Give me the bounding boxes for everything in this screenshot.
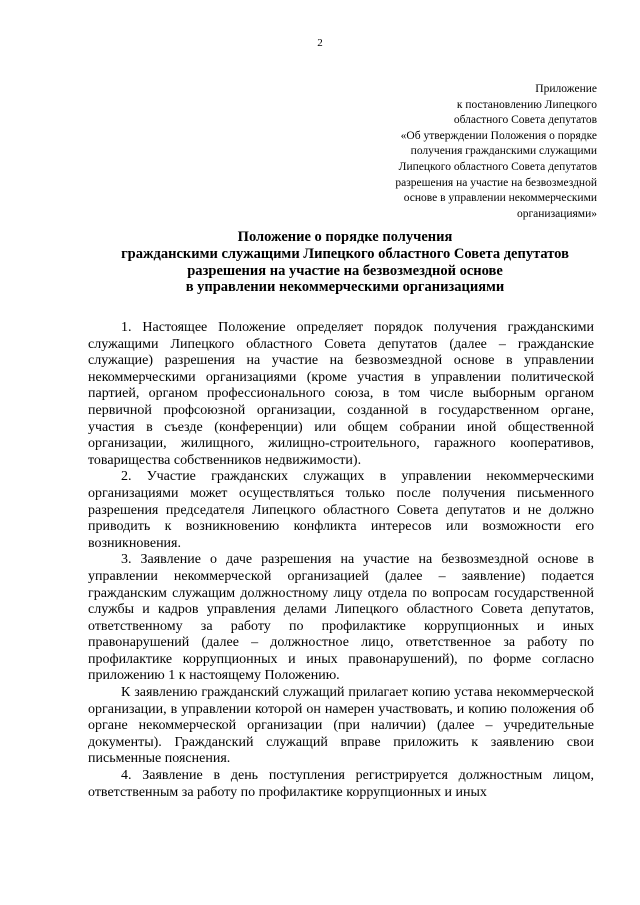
appendix-line: основе в управлении некоммерческими	[403, 192, 597, 205]
appendix-line: областного Совета депутатов	[453, 114, 597, 127]
appendix-line: «Об утверждении Положения о порядке	[400, 129, 597, 142]
document-body	[88, 320, 594, 801]
paragraph-1: 1. Настоящее Положение определяет порядок получения гражданскими служащими Липецкого областного Совета депутатов (далее – гражданские служащие) разрешения на участие на безвозмездной основе в управлении некоммерческими организациями (кроме участия в управлении политической партией, органом профессионального союза, в том числе выборным органом первичной профсоюзной организации, созданной в государственном органе, участия в съезде (конференции) или общем собрании иной общественной организации, жилищного, жилищно-строительного, гаражного кооперативов, товарищества собственников недвижимости).	[88, 320, 594, 468]
appendix-line: Липецкого областного Совета депутатов	[398, 160, 597, 173]
title-line: в управлении некоммерческими организациями	[185, 279, 505, 296]
appendix-line: организациями»	[516, 207, 597, 220]
appendix-line: к постановлению Липецкого	[456, 98, 597, 111]
paragraph-4: 4. Заявление в день поступления регистрируется должностным лицом, ответственным за работу по профилактике коррупционных и иных	[88, 768, 594, 800]
paragraph-3-continuation: К заявлению гражданский служащий прилагает копию устава некоммерческой организации, в управлении которой он намерен участвовать, и копию положения об органе некоммерческой организации (при наличии) (далее – учредительные документы). Гражданский служащий вправе приложить к заявлению свои письменные пояснения.	[88, 685, 594, 767]
appendix-block	[337, 82, 597, 222]
paragraph-2: 2. Участие гражданских служащих в управлении некоммерческими организациями может осуществляться только после получения письменного разрешения председателя Липецкого областного Совета депутатов и не должно приводить к возникновению конфликта интересов или возможности его возникновения.	[88, 469, 594, 551]
document-title	[60, 229, 630, 296]
appendix-line: Приложение	[535, 83, 597, 95]
title-line: разрешения на участие на безвозмездной основе	[187, 262, 503, 279]
title-line: Положение о порядке получения	[237, 229, 453, 245]
page-number: 2	[317, 37, 323, 49]
appendix-line: разрешения на участие на безвозмездной	[395, 176, 597, 189]
title-line: гражданскими служащими Липецкого областного Совета депутатов	[121, 245, 569, 262]
appendix-line: получения гражданскими служащими	[410, 145, 597, 158]
paragraph-3: 3. Заявление о даче разрешения на участие на безвозмездной основе в управлении некоммерческой организацией (далее – заявление) подается гражданским служащим должностному лицу отдела по вопросам государственной службы и кадров управления делами Липецкого областного Совета депутатов, ответственному за работу по профилактике коррупционных и иных правонарушений (далее – должностное лицо, ответственное за работу по профилактике коррупционных и иных правонарушений), по форме согласно приложению 1 к настоящему Положению.	[88, 552, 594, 684]
